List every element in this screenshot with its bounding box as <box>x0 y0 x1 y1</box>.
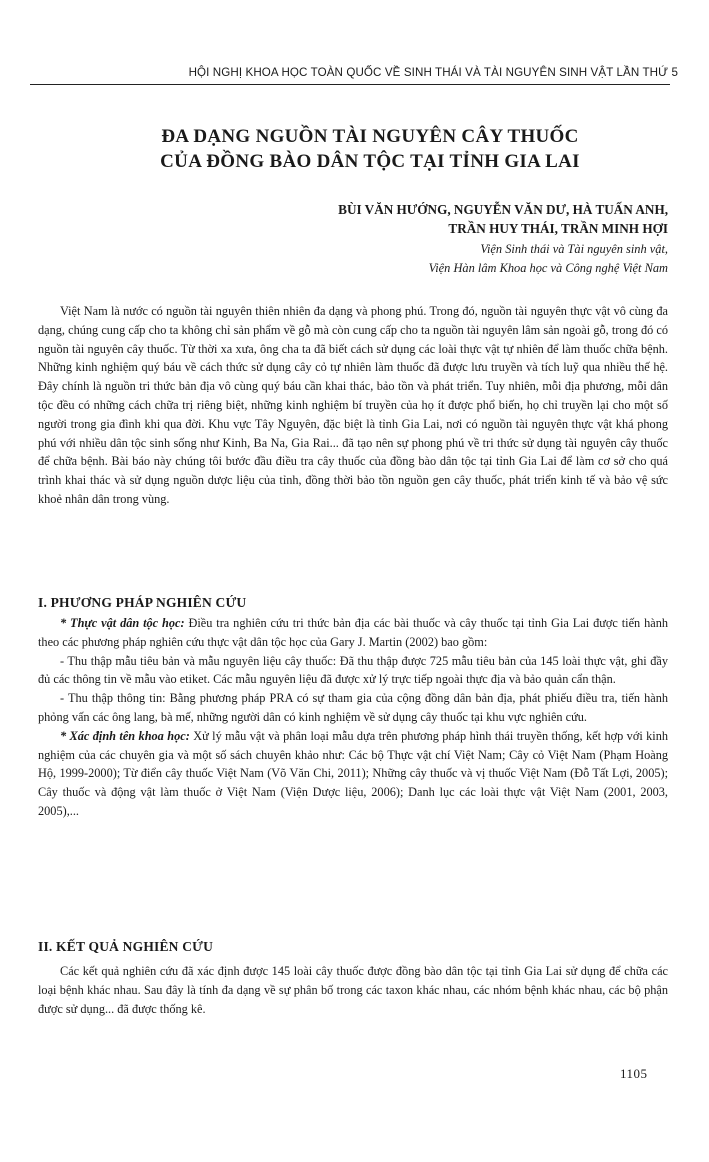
title-line-2: CỦA ĐỒNG BÀO DÂN TỘC TẠI TỈNH GIA LAI <box>160 151 580 172</box>
page-number: 1105 <box>620 1066 648 1081</box>
section-1-heading: I. PHƯƠNG PHÁP NGHIÊN CỨU <box>38 595 247 610</box>
running-header: HỘI NGHỊ KHOA HỌC TOÀN QUỐC VỀ SINH THÁI VÀ TÀI NGUYÊN SINH VẬT LẦN THỨ 5 <box>188 66 678 79</box>
authors-line-1: BÙI VĂN HƯỚNG, NGUYỄN VĂN DƯ, HÀ TUẤN ANH, <box>338 202 668 217</box>
method-information-paragraph: - Thu thập thông tin: Bằng phương pháp PRA có sự tham gia của cộng đồng dân bản địa, phát phiếu điều tra, tiến hành phỏng vấn các ông lang, bà mế, những người dân có kinh nghiệm về sử dụng cây thuốc tại khu vực nghiên cứu. <box>38 691 668 724</box>
method-ethnobotany-paragraph <box>38 614 668 652</box>
introduction <box>38 302 668 509</box>
affiliation <box>200 240 668 278</box>
title-line-1: ĐA DẠNG NGUỒN TÀI NGUYÊN CÂY THUỐC <box>161 126 579 147</box>
section-2-body <box>38 962 668 1018</box>
method-specimen-paragraph: - Thu thập mẫu tiêu bản và mẫu nguyên liệu cây thuốc: Đã thu thập được 725 mẫu tiêu bản của 145 loài thực vật, ghi đầy đủ các thông tin về mẫu vào etiket. Các mẫu nguyên liệu đã được xử lý trực tiếp ngoài thực địa và bảo quản cẩn thận. <box>38 653 668 687</box>
affiliation-line-1: Viện Sinh thái và Tài nguyên sinh vật, <box>480 242 668 256</box>
paragraph-lead: * Thực vật dân tộc học: <box>60 616 185 630</box>
paragraph-text: Xử lý mẫu vật và phân loại mẫu dựa trên phương pháp hình thái truyền thống, kết hợp với kinh nghiệm của các chuyên gia và một số sách chuyên khảo như: Các bộ Thực vật chí Việt Nam; Cây cỏ Việt Nam (Phạm Hoàng Hộ, 1999-2000); Từ điển cây thuốc Việt Nam (Võ Văn Chi, 2011); Những cây thuốc và vị thuốc Việt Nam (Đỗ Tất Lợi, 2005); Cây thuốc và động vật làm thuốc ở Việt Nam (Viện Dược liệu, 2006); Danh lục các loài thực vật Việt Nam (2001, 2003, 2005),... <box>38 728 669 818</box>
paragraph-text: Điều tra nghiên cứu tri thức bản địa các bài thuốc và cây thuốc tại tỉnh Gia Lai được tiến hành theo các phương pháp nghiên cứu thực vật dân tộc học của Gary J. Martin (2002) bao gồm: <box>38 616 668 649</box>
affiliation-line-2: Viện Hàn lâm Khoa học và Công nghệ Việt Nam <box>428 261 668 275</box>
header-rule <box>30 84 670 85</box>
method-identification-paragraph <box>38 727 668 821</box>
results-paragraph: Các kết quả nghiên cứu đã xác định được 145 loài cây thuốc được đồng bào dân tộc tại tỉnh Gia Lai sử dụng để chữa các loại bệnh khác nhau. Sau đây là tính đa dạng về sự phân bố trong các taxon khác nhau, các nhóm bệnh khác nhau, các bộ phận được sử dụng... đã được thống kê. <box>38 964 668 1016</box>
article-title <box>90 124 650 174</box>
author-list <box>200 200 668 238</box>
paragraph-lead: * Xác định tên khoa học: <box>60 728 190 743</box>
section-2-heading: II. KẾT QUẢ NGHIÊN CỨU <box>38 939 214 954</box>
authors-line-2: TRẦN HUY THÁI, TRẦN MINH HỢI <box>448 221 668 236</box>
intro-paragraph: Việt Nam là nước có nguồn tài nguyên thiên nhiên đa dạng và phong phú. Trong đó, nguồn tài nguyên thực vật vô cùng đa dạng, chúng cung cấp cho ta không chỉ sản phẩm về gỗ mà còn cung cấp cho ta nguồn tài nguyên lâm sản ngoài gỗ, trong đó có nguồn tài nguyên cây thuốc. Từ thời xa xưa, ông cha ta đã biết cách sử dụng các loài thực vật tự nhiên để làm thuốc chữa bệnh. Những kinh nghiệm quý báu về cách thức sử dụng cây cỏ tự nhiên làm thuốc đã được lưu truyền và tích luỹ qua nhiều thế hệ. Đây chính là nguồn tri thức bản địa vô cùng quý báu cần khai thác, bảo tồn và phát triển. Tuy nhiên, mỗi địa phương, mỗi dân tộc đều có những cách chữa trị riêng biệt, những kinh nghiệm bí truyền của họ ít được phổ biến, họ chỉ truyền lại cho một số người trong gia đình khi qua đời. Khu vực Tây Nguyên, đặc biệt là tỉnh Gia Lai, nơi có nguồn tài nguyên thực vật khá phong phú với nhiều dân tộc sinh sống như Kinh, Ba Na, Gia Rai... đã tạo nên sự phong phú về tri thức sử dụng tài nguyên cây thuốc để chữa bệnh. Bài báo này chúng tôi bước đầu điều tra cây thuốc của đồng bào dân tộc tại tỉnh Gia Lai để làm cơ sở cho quá trình khai thác và sử dụng nguồn dược liệu của tỉnh, đồng thời bảo tồn nguồn gen cây thuốc, phát triển kinh tế và bảo vệ sức khoẻ nhân dân trong vùng. <box>38 304 668 506</box>
section-1-body <box>38 614 668 821</box>
